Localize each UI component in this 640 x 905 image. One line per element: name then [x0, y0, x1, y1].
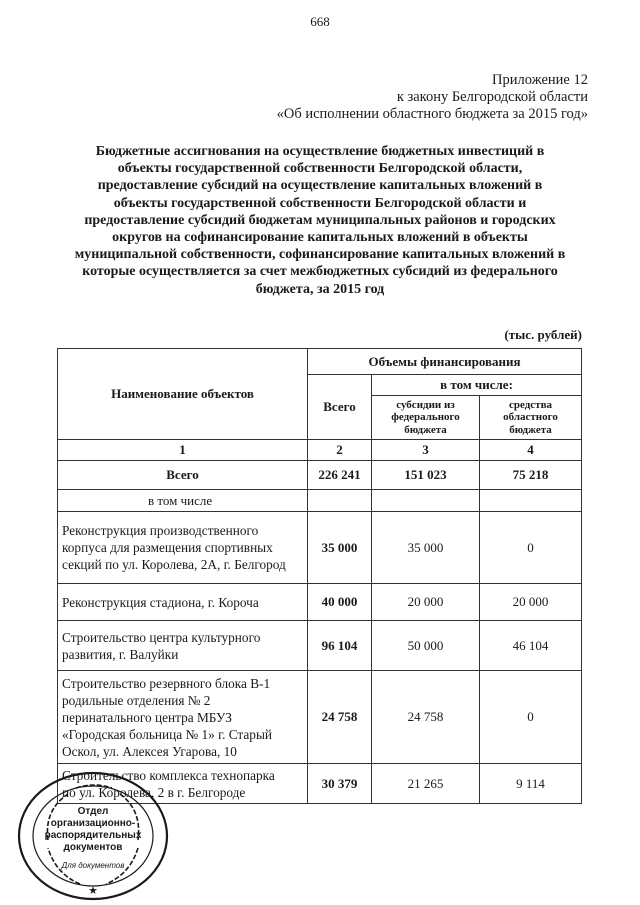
header-text-line: субсидии из: [396, 398, 455, 411]
title-line: округов на софинансирование капитальных вложений в объекты: [112, 230, 528, 246]
header-total: Всего: [308, 375, 372, 440]
empty-cell: [308, 490, 372, 512]
title-line: предоставление субсидий на осуществление капитальных вложений в: [97, 178, 543, 194]
header-financing-volumes: Объемы финансирования: [308, 349, 582, 375]
appendix-law-title: «Об исполнении областного бюджета за 2015 год»: [276, 106, 588, 122]
object-name-line: Оскол, ул. Алексея Угарова, 10: [62, 743, 237, 759]
title-line: муниципальной собственности, софинансирование капитальных вложений в: [74, 247, 566, 263]
column-numbers-row: [58, 440, 582, 461]
object-regional: 9 114: [480, 764, 582, 804]
object-total: 24 758: [308, 671, 372, 764]
object-name-line: родильные отделения № 2: [62, 692, 211, 708]
empty-cell: [480, 490, 582, 512]
object-name-line: Реконструкция стадиона, г. Короча: [62, 594, 259, 610]
header-text-line: бюджета: [404, 423, 447, 436]
table-row: [58, 621, 582, 671]
total-federal: 151 023: [372, 461, 480, 490]
object-federal: 35 000: [372, 512, 480, 584]
total-label: Всего: [58, 461, 308, 490]
object-federal: 50 000: [372, 621, 480, 671]
stamp-line: Отдел: [77, 806, 109, 817]
column-number: 3: [372, 440, 480, 461]
empty-cell: [372, 490, 480, 512]
column-number: 2: [308, 440, 372, 461]
object-name-line: Строительство центра культурного: [62, 629, 261, 645]
financing-table: [57, 348, 582, 804]
appendix-number: Приложение 12: [492, 72, 588, 88]
object-federal: 21 265: [372, 764, 480, 804]
table-row: [58, 512, 582, 584]
object-name: [58, 671, 308, 764]
total-regional: 75 218: [480, 461, 582, 490]
object-total: 30 379: [308, 764, 372, 804]
object-regional: 0: [480, 671, 582, 764]
object-name-line: Реконструкция производственного: [62, 523, 259, 538]
appendix-block: [277, 72, 588, 123]
stamp-line: документов: [63, 842, 123, 853]
title-line: бюджета, за 2015 год: [255, 281, 385, 297]
object-total: 35 000: [308, 512, 372, 584]
title-line: объекты государственной собственности Белгородской области,: [117, 161, 523, 177]
column-number: 4: [480, 440, 582, 461]
object-name: [58, 621, 308, 671]
object-name-line: Строительство комплекса технопарка: [62, 767, 275, 783]
title-line: объекты государственной собственности Белгородской области и: [113, 195, 527, 211]
total-value: 226 241: [308, 461, 372, 490]
object-total: 96 104: [308, 621, 372, 671]
object-total: 40 000: [308, 584, 372, 621]
object-name-line: Строительство резервного блока В-1: [62, 675, 271, 691]
object-name-line: «Городская больница № 1» г. Старый: [62, 726, 273, 742]
page-number: 668: [310, 14, 330, 29]
object-name-line: развития, г. Валуйки: [62, 646, 179, 662]
including-label: в том числе: [58, 490, 308, 512]
header-text-line: областного: [503, 411, 558, 424]
object-regional: 20 000: [480, 584, 582, 621]
appendix-law: к закону Белгородской области: [396, 89, 588, 105]
object-federal: 20 000: [372, 584, 480, 621]
including-row: [58, 490, 582, 512]
table-row: [58, 671, 582, 764]
header-row: [58, 349, 582, 375]
title-line: предоставление субсидий бюджетам муниципальных районов и городских: [84, 212, 556, 228]
document-title: [50, 143, 590, 298]
object-name: [58, 512, 308, 584]
object-name-line: секций по ул. Королева, 2А, г. Белгород: [62, 557, 286, 572]
title-line: которые осуществляется за счет межбюджетных субсидий из федерального: [82, 264, 558, 280]
header-federal-subsidies: [372, 396, 480, 440]
units-label: (тыс. рублей): [504, 327, 582, 342]
stamp-star-icon: ★: [88, 884, 98, 897]
object-name-line: по ул. Королева, 2 в г. Белгороде: [62, 784, 246, 800]
header-including: в том числе:: [372, 375, 582, 396]
object-name: [58, 584, 308, 621]
total-row: [58, 461, 582, 490]
column-number: 1: [58, 440, 308, 461]
object-regional: 0: [480, 512, 582, 584]
header-text-line: федерального: [391, 411, 460, 424]
header-text-line: средства: [508, 398, 553, 411]
official-stamp-icon: [16, 770, 170, 902]
stamp-bottom-text: Для документов: [61, 861, 125, 870]
stamp-line: организационно-: [50, 818, 136, 829]
object-name-line: корпуса для размещения спортивных: [62, 540, 273, 555]
stamp-line: распорядительных: [44, 830, 142, 841]
table-row: [58, 584, 582, 621]
header-text-line: бюджета: [509, 423, 552, 436]
object-federal: 24 758: [372, 671, 480, 764]
header-object-names: Наименование объектов: [58, 349, 308, 440]
object-name-line: перинатального центра МБУЗ: [62, 709, 232, 725]
title-line: Бюджетные ассигнования на осуществление бюджетных инвестиций в: [95, 144, 545, 159]
object-regional: 46 104: [480, 621, 582, 671]
header-regional-funds: [480, 396, 582, 440]
